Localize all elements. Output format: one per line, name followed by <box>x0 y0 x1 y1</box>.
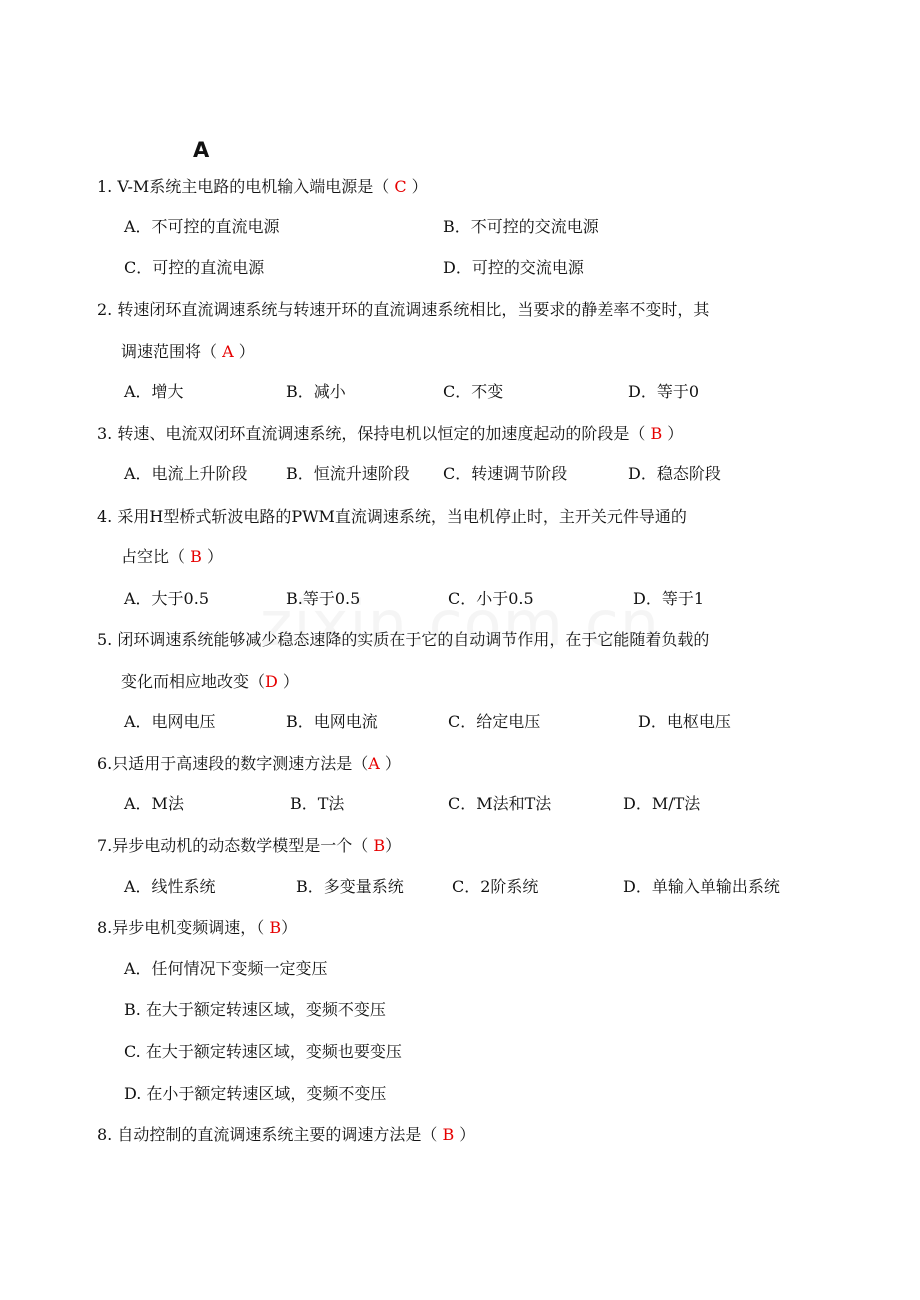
question-number: 8. <box>97 918 113 937</box>
answer-option: A．电流上升阶段 <box>124 464 248 483</box>
question-number: 7. <box>97 836 113 855</box>
answer-letter: C <box>394 177 407 196</box>
question-text: 异步电机变频调速，（ <box>112 918 270 937</box>
answer-option: C．小于0.5 <box>448 589 534 608</box>
answer-letter: B <box>650 424 663 443</box>
answer-option: B．多变量系统 <box>296 877 404 896</box>
question-number: 6. <box>97 754 113 773</box>
question-stem <box>97 917 297 939</box>
answer-option: D．等于1 <box>633 589 705 608</box>
question-paren: ） <box>385 836 402 855</box>
question-number: 1. <box>97 177 118 196</box>
question-stem <box>97 506 687 528</box>
sheet-title: A <box>193 138 210 162</box>
question-text: 变化而相应地改变（ <box>121 672 266 691</box>
question-text: 异步电动机的动态数学模型是一个（ <box>112 836 374 855</box>
answer-letter: B <box>442 1125 455 1144</box>
question-paren: ） <box>281 918 298 937</box>
question-text: 自动控制的直流调速系统主要的调速方法是（ <box>117 1125 443 1144</box>
answer-option: D．单输入单输出系统 <box>623 877 780 896</box>
answer-letter: D <box>265 672 278 691</box>
question-paren: ） <box>277 672 299 691</box>
answer-option: B．恒流升速阶段 <box>286 464 410 483</box>
answer-option: D．可控的交流电源 <box>443 258 584 277</box>
answer-option: D．电枢电压 <box>638 712 731 731</box>
answer-option: C．转速调节阶段 <box>443 464 568 483</box>
question-text: 闭环调速系统能够减少稳态速降的实质在于它的自动调节作用，在于它能随着负载的 <box>117 630 710 649</box>
answer-option: C．给定电压 <box>448 712 541 731</box>
question-stem <box>97 835 401 857</box>
answer-option: D．M/T法 <box>623 794 701 813</box>
answer-option: A．M法 <box>124 794 184 813</box>
question-number: 8. <box>97 1125 118 1144</box>
question-stem <box>97 176 428 198</box>
question-number: 3. <box>97 424 118 443</box>
answer-option: D．稳态阶段 <box>628 464 721 483</box>
question-text: 只适用于高速段的数字测速方法是（ <box>112 754 369 773</box>
answer-letter: B <box>373 836 386 855</box>
answer-option: D. 在小于额定转速区域，变频不变压 <box>124 1084 387 1103</box>
question-text: 调速范围将（ <box>121 342 223 361</box>
answer-option: C. 在大于额定转速区域，变频也要变压 <box>124 1042 402 1061</box>
answer-option: B．电网电流 <box>286 712 378 731</box>
answer-letter: A <box>368 754 380 773</box>
answer-option: A．电网电压 <box>124 712 216 731</box>
question-number: 2. <box>97 300 118 319</box>
answer-option: B．T法 <box>290 794 345 813</box>
question-stem-continued <box>121 341 255 363</box>
question-stem <box>97 753 401 775</box>
question-stem <box>97 299 709 321</box>
answer-option: A．增大 <box>124 382 184 401</box>
question-text: 转速闭环直流调速系统与转速开环的直流调速系统相比，当要求的静差率不变时，其 <box>117 300 710 319</box>
answer-option: B．减小 <box>286 382 346 401</box>
answer-letter: B <box>190 547 202 566</box>
answer-option: A．线性系统 <box>124 877 216 896</box>
question-stem-continued <box>121 671 299 693</box>
answer-letter: B <box>269 918 282 937</box>
question-stem-continued <box>121 546 223 568</box>
answer-letter: A <box>222 342 234 361</box>
answer-option: C．M法和T法 <box>448 794 552 813</box>
answer-option: C．可控的直流电源 <box>124 258 265 277</box>
answer-option: A．大于0.5 <box>124 589 210 608</box>
question-paren: ） <box>454 1125 476 1144</box>
question-stem <box>97 1124 475 1146</box>
question-paren: ） <box>662 424 684 443</box>
question-stem <box>97 423 683 445</box>
answer-option: A．任何情况下变频一定变压 <box>124 959 328 978</box>
question-text: V-M系统主电路的电机输入端电源是（ <box>117 177 395 196</box>
question-number: 4. <box>97 507 118 526</box>
question-paren: ） <box>379 754 401 773</box>
answer-option: C．不变 <box>443 382 504 401</box>
answer-option: D．等于0 <box>628 382 700 401</box>
question-text: 转速、电流双闭环直流调速系统，保持电机以恒定的加速度起动的阶段是（ <box>117 424 651 443</box>
question-number: 5. <box>97 630 118 649</box>
answer-option: B. 在大于额定转速区域，变频不变压 <box>124 1000 386 1019</box>
question-paren: ） <box>201 547 223 566</box>
answer-option: C．2阶系统 <box>452 877 539 896</box>
question-text: 占空比（ <box>121 547 191 566</box>
answer-option: B．不可控的交流电源 <box>443 217 599 236</box>
question-paren: ） <box>406 177 428 196</box>
answer-option: B.等于0.5 <box>286 589 361 608</box>
question-stem <box>97 629 709 651</box>
question-paren: ） <box>233 342 255 361</box>
question-text: 采用H型桥式斩波电路的PWM直流调速系统，当电机停止时，主开关元件导通的 <box>117 507 687 526</box>
answer-option: A．不可控的直流电源 <box>124 217 280 236</box>
